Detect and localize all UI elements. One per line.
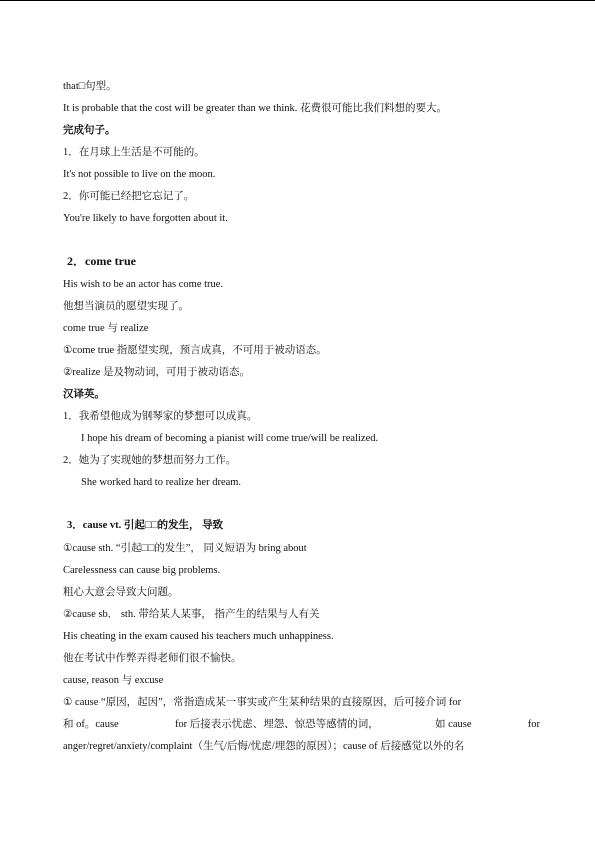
exercise-item: 1．我希望他成为钢琴家的梦想可以成真。 — [63, 411, 258, 422]
exercise-item: 2．她为了实现她的梦想而努力工作。 — [63, 455, 237, 466]
exercise-item: 1．在月球上生活是不可能的。 — [63, 147, 205, 158]
section-heading-cause: 3．cause vt. 引起□□的发生， 导致 — [67, 520, 224, 531]
exercise-heading: 汉译英。 — [63, 389, 105, 400]
usage-note: ②cause sb． sth. 带给某人某事， 指产生的结果与人有关 — [63, 609, 320, 620]
example-sentence: His wish to be an actor has come true. — [63, 279, 224, 290]
example-sentence: His cheating in the exam caused his teachers much unhappiness. — [63, 631, 334, 642]
exercise-item: 2．你可能已经把它忘记了。 — [63, 191, 195, 202]
example-sentence: It is probable that the cost will be greater than we think. 花费很可能比我们料想的要大。 — [63, 103, 448, 114]
usage-note: ②realize 是及物动词，可用于被动语态。 — [63, 367, 251, 378]
exercise-answer: You're likely to have forgotten about it. — [63, 213, 228, 224]
text-line: cause, reason 与 excuse — [63, 675, 164, 686]
usage-note — [63, 718, 540, 731]
section-heading-come-true: 2．come true — [67, 254, 136, 268]
translation: 粗心大意会导致大问题。 — [63, 587, 179, 598]
text-line: that□句型。 — [63, 81, 117, 92]
usage-note: ①cause sth. “引起□□的发生”， 同义短语为 bring about — [63, 543, 307, 554]
text-segment: for — [527, 719, 540, 730]
header-rule — [0, 0, 595, 1]
exercise-answer: I hope his dream of becoming a pianist will come true/will be realized. — [81, 433, 379, 444]
exercise-answer: It's not possible to live on the moon. — [63, 169, 216, 180]
text-segment: 如 cause — [435, 719, 472, 730]
usage-note: anger/regret/anxiety/complaint（生气/后悔/忧虑/埋怨的原因）；cause of 后接感觉以外的名 — [63, 741, 465, 752]
translation: 他想当演员的愿望实现了。 — [63, 301, 189, 312]
exercise-answer: She worked hard to realize her dream. — [81, 477, 242, 488]
text-segment: 和 of。cause — [63, 719, 119, 730]
text-segment: for 后接表示忧虑、埋怨、惊恐等感情的词， — [174, 719, 379, 730]
example-sentence: Carelessness can cause big problems. — [63, 565, 221, 576]
text-line: come true 与 realize — [63, 323, 149, 334]
usage-note: ① cause “原因，起因”，常指造成某一事实或产生某种结果的直接原因，后可接介词 for — [63, 697, 462, 708]
translation: 他在考试中作弊弄得老师们很不愉快。 — [63, 653, 242, 664]
exercise-heading: 完成句子。 — [63, 125, 116, 136]
usage-note: ①come true 指愿望实现，预言成真，不可用于被动语态。 — [63, 345, 327, 356]
